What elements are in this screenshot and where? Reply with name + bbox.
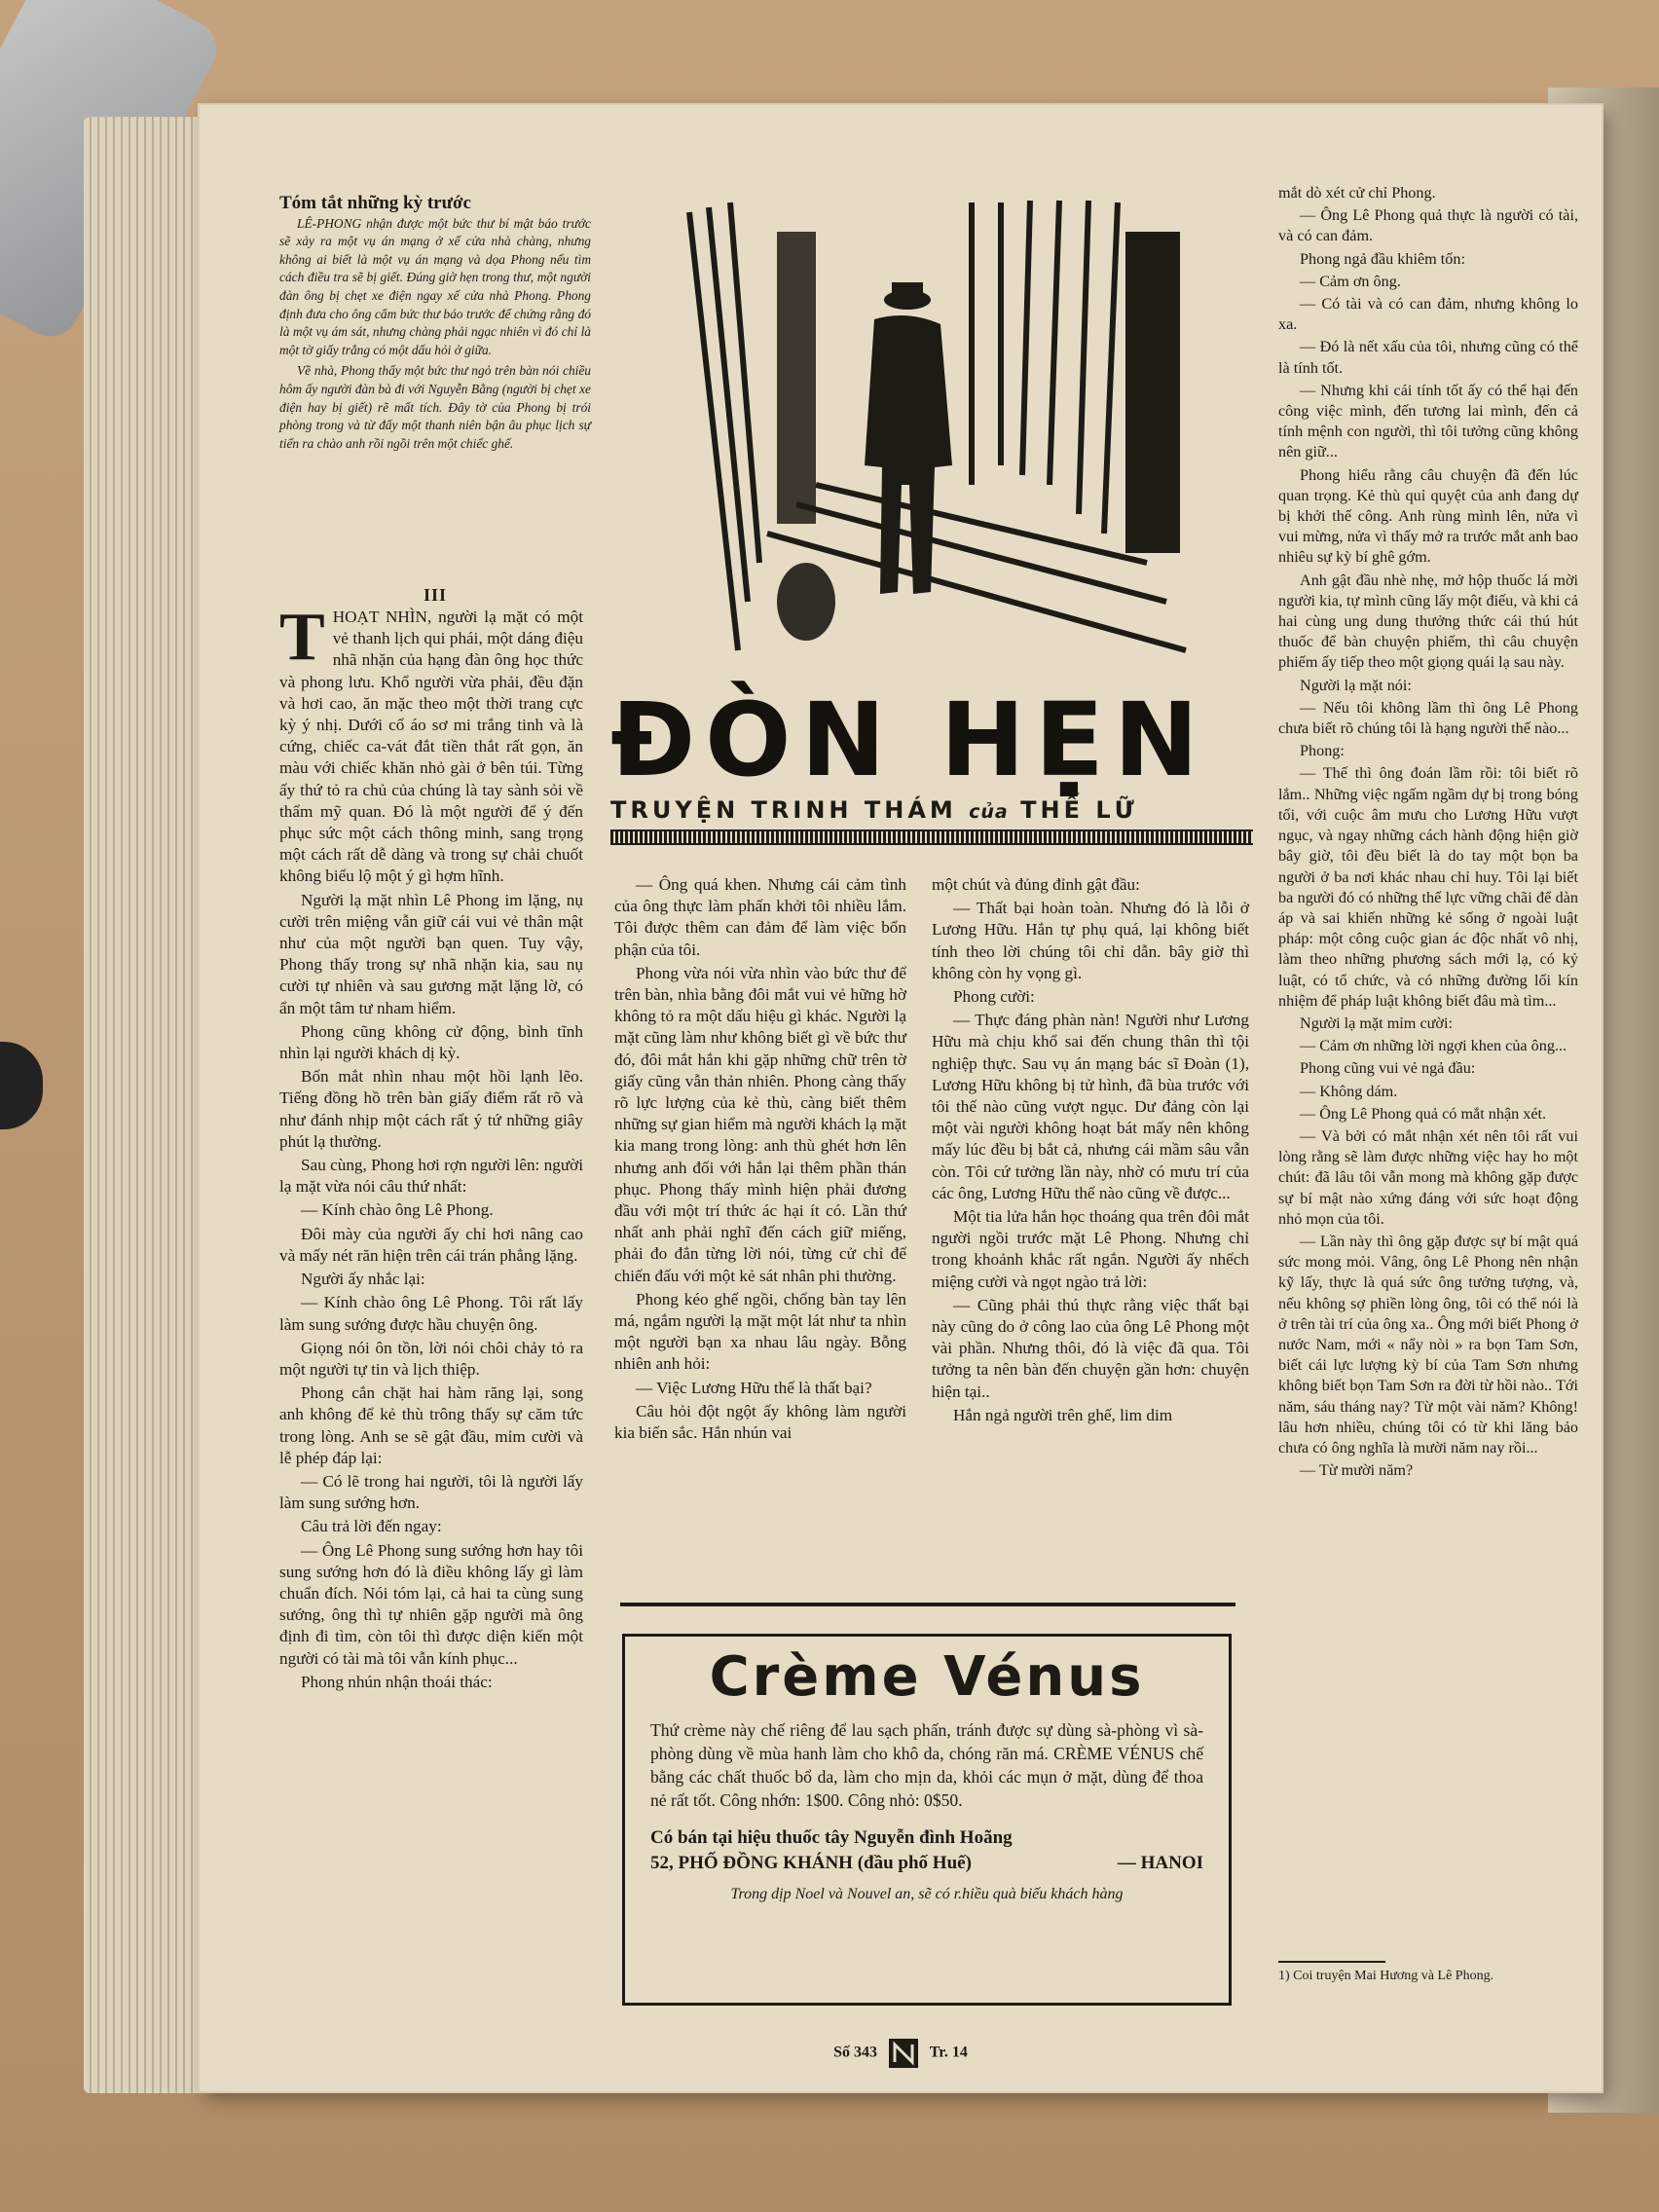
subtitle-connector: của bbox=[969, 801, 1009, 823]
paragraph: — Kính chào ông Lê Phong. bbox=[301, 1200, 494, 1220]
paragraph: Phong kéo ghế ngồi, chống bàn tay lên má, ngắm người lạ mặt một lát như ta nhìn một người bạn xa nhau lâu ngày. Bỗng nhiên anh hỏi: bbox=[614, 1289, 906, 1374]
paragraph: — Nhưng khi cái tính tốt ấy có thể hại đến công việc mình, đến tương lai mình, đến cả tính mệnh con người, thì tôi tưởng cũng không nên giữ... bbox=[1278, 381, 1578, 461]
paragraph: Người lạ mặt nhìn Lê Phong im lặng, nụ cười trên miệng vẫn giữ cái vui vẻ thân mật như của một người bạn quen. Tuy vậy, Phong thấy trong sự nhã nhặn kia, sau nụ cười tự nhiên và sau gương mặt lặng lờ, có ẩn một tâm tư nham hiểm. bbox=[279, 890, 583, 1017]
paragraph: một chút và đủng đỉnh gật đầu: bbox=[932, 875, 1140, 894]
paragraph: — Việc Lương Hữu thế là thất bại? bbox=[636, 1378, 872, 1397]
page-number: Tr. 14 bbox=[929, 2044, 968, 2061]
title-rule bbox=[610, 830, 1253, 845]
ad-dealer-city: — HANOI bbox=[1117, 1853, 1203, 1873]
subtitle-author: THẾ LỮ bbox=[1020, 796, 1138, 824]
paragraph: — Cũng phải thú thực rằng việc thất bại này cũng do ở công lao của ông Lê Phong một vài phần. Nhưng thôi, đó là việc đã qua. Tôi tưởng ta nên bàn đến chuyện gần hơn: chuyện hiện tại.. bbox=[932, 1295, 1249, 1401]
paragraph: — Lần này thì ông gặp được sự bí mật quá sức mong mỏi. Vâng, ông Lê Phong nên nhận kỹ lấy, thực là quá sức ông tưởng tượng, và, nếu không sợ phiền lòng ông, tôi có thể nói là ở trên tài trí của ông xa.. Ông mới biết Phong ở nước Nam, mới « nẩy nòi » ra bọn Tam Sơn, biết cái lực lượng kỳ bí của Tam Sơn nhưng không biết bọn Tam Sơn ra đời từ hồi nào.. Tới năm, sáu tháng nay? Từ một vài năm? Không! lâu hơn nhiều, chúng tôi có từ khi lăng bảo chưa có ông nghĩa là mười năm nay rồi... bbox=[1278, 1232, 1578, 1456]
paragraph: Sau cùng, Phong hơi rợn người lên: người lạ mặt vừa nói câu thứ nhất: bbox=[279, 1156, 583, 1197]
paragraph: — Nếu tôi không lầm thì ông Lê Phong chưa biết rõ chúng tôi là hạng người thế nào... bbox=[1278, 698, 1578, 738]
paragraph: — Kính chào ông Lê Phong. Tôi rất lấy làm sung sướng được hầu chuyện ông. bbox=[279, 1293, 583, 1334]
paragraph: Người lạ mặt mỉm cười: bbox=[1300, 1014, 1453, 1032]
column-3 bbox=[614, 874, 906, 1446]
paragraph: — Không dám. bbox=[1300, 1082, 1398, 1100]
drop-cap: T bbox=[279, 600, 325, 675]
paragraph: — Thực đáng phàn nàn! Người như Lương Hữu mà chịu khổ sai đến chung thân thì tội nghiệp thực. Sau vụ án mạng bác sĩ Đoàn (1), Lương Hữu không bị tử hình, đã bùa trước với tôi thế nào cũng vượt ngục. Dư đảng còn lại một vài người không hoạt bát mấy nên không mấy lúc đều bị bắt cả, nhưng cái mầm sâu vẫn còn. Tôi cứ tưởng lần này, nhờ có mưu trí của các ông, Lương Hữu thế nào cũng về được... bbox=[932, 1011, 1249, 1202]
magazine-logo-icon bbox=[889, 2039, 918, 2068]
advertisement-rule bbox=[620, 1603, 1235, 1606]
paragraph: Một tia lửa hắn học thoáng qua trên đôi mắt người ngồi trước mặt Lê Phong. Nhưng chỉ trong khoảnh khắc rất ngắn. Người ấy nhếch miệng cười và ngọt ngào trả lời: bbox=[932, 1207, 1249, 1291]
paragraph: Hắn ngả người trên ghế, lim dim bbox=[953, 1405, 1173, 1424]
paragraph: — Ông Lê Phong quả có mắt nhận xét. bbox=[1300, 1104, 1547, 1123]
summary-paragraph: Về nhà, Phong thấy một bức thư ngỏ trên bàn nói chiều hôm ấy người đàn bà đi với Nguyễn Bằng (người bị chẹt xe điện hay bị giết) rẽ mất tích. Đây tờ của Phong bị trói phòng trong và từ đấy một thanh niên bận âu phục lịch sự tiến ra chào anh rồi ngồi trên một chiếc ghế. bbox=[279, 363, 591, 451]
story-title-block bbox=[610, 681, 1253, 845]
ad-dealer-name: Có bán tại hiệu thuốc tây Nguyễn đình Hoãng bbox=[650, 1827, 1013, 1848]
paragraph: HOẠT NHÌN, người lạ mặt có một vẻ thanh lịch qui phái, một dáng điệu nhã nhặn của hạng đàn ông học thức và phong lưu. Khổ người vừa phải, đều đặn và hơi cao, ăn mặc theo một thời trang cực kỳ ý nhị. Dưới cổ áo sơ mi trắng tinh và là cứng, chiếc ca-vát đắt tiền thắt rất gọn, ăn màu với chiếc khăn nhỏ gài ở bên túi. Từng ấy thứ tỏ ra chủ của chúng là tay sành sỏi về thẩm mỹ quan. Đó là một người để ý đến phục sức một cách thông minh, sang trọng một cách rất dễ dàng và trong sự chải chuốt không biểu lộ một ý gì hợm hĩnh. bbox=[279, 608, 583, 886]
woodcut-illustration bbox=[680, 193, 1188, 658]
paragraph: Phong cũng không cử động, bình tĩnh nhìn lại người khách dị kỳ. bbox=[279, 1021, 583, 1063]
paragraph: — Ông Lê Phong sung sướng hơn hay tôi sung sướng hơn đó là điều không lấy gì làm chuẩn đích. Nói tóm lại, cả hai ta cùng sung sướng, ông thì tự nhiên gặp người mà ông định đi tìm, còn tôi thì được diện kiến một người có tài mà tôi vẫn kính phục... bbox=[279, 1540, 583, 1668]
page-footer bbox=[200, 2039, 1602, 2068]
paragraph: Đôi mày của người ấy chỉ hơi nâng cao và mấy nét răn hiện trên cái trán phẳng lặng. bbox=[279, 1224, 583, 1265]
ad-title: Crème Vénus bbox=[709, 1645, 1145, 1709]
ad-footer: Trong dịp Noel và Nouvel an, sẽ có r.hiều quà biếu khách hàng bbox=[730, 1886, 1124, 1902]
paragraph: — Cảm ơn những lời ngợi khen của ông... bbox=[1300, 1037, 1567, 1055]
paragraph: mắt dò xét cử chỉ Phong. bbox=[1278, 184, 1436, 202]
paragraph: Phong ngả đầu khiêm tốn: bbox=[1300, 249, 1465, 268]
chapter-number: III bbox=[423, 585, 447, 605]
column-1 bbox=[279, 600, 583, 1695]
paragraph: Giọng nói ôn tồn, lời nói chôi chảy tỏ ra một người tự tin và lịch thiệp. bbox=[279, 1338, 583, 1379]
paragraph: Phong cũng vui vẻ ngả đầu: bbox=[1300, 1059, 1476, 1078]
summary-paragraph: LÊ-PHONG nhận được một bức thư bí mật báo trước sẽ xảy ra một vụ án mạng ở xế cửa nhà chàng, nhưng không ai biết là một vụ án mạng và dọa Phong nếu tìm cách điều tra sẽ bị giết. Đúng giờ hẹn trong thư, một người đàn ông bị chẹt xe điện ngay xế cửa nhà Phong. Phong định đưa cho ông cẩm bức thư báo trước để chứng rằng đó là một vụ ám sát, nhưng chàng phải ngạc nhiên vì đó chỉ là một tờ giấy trắng có một dấu hỏi ở giữa. bbox=[279, 215, 591, 357]
paragraph: Người ấy nhắc lại: bbox=[301, 1270, 425, 1289]
paragraph: — Từ mười năm? bbox=[1300, 1461, 1414, 1480]
column-4 bbox=[932, 874, 1249, 1428]
magazine-page bbox=[200, 105, 1602, 2091]
previous-summary bbox=[279, 195, 591, 456]
paragraph: — Có tài và có can đảm, nhưng không lo xa. bbox=[1278, 295, 1578, 334]
issue-number: Số 343 bbox=[833, 2044, 878, 2061]
paragraph: Phong cười: bbox=[953, 987, 1035, 1007]
paragraph: — Thất bại hoàn toàn. Nhưng đó là lỗi ở Lương Hữu. Hắn tự phụ quá, lại không biết tính theo lời chúng tôi chỉ dẫn. bây giờ thì không còn hy vọng gì. bbox=[932, 899, 1249, 982]
paragraph: Anh gật đầu nhè nhẹ, mở hộp thuốc lá mời người kia, tự mình cũng lấy một điếu, và khi cả hai cùng ung dung thưởng thức cái thú hút thuốc để bàn chuyện phiếm, thì câu chuyện phiếm ấy tiếp theo một giọng quái lạ sau này. bbox=[1278, 571, 1578, 672]
paragraph: — Ông quá khen. Nhưng cái cảm tình của ông thực làm phấn khởi tôi nhiều lắm. Tôi được thêm can đảm để làm việc bổn phận của tôi. bbox=[614, 875, 906, 959]
footnote-rule bbox=[1278, 1961, 1385, 1963]
paragraph: Người lạ mặt nói: bbox=[1300, 676, 1412, 694]
paragraph: Câu trả lời đến ngay: bbox=[301, 1517, 442, 1536]
column-5 bbox=[1278, 183, 1578, 1483]
paragraph: — Và bởi có mắt nhận xét nên tôi rất vui lòng rằng sẽ làm được những việc hay ho một chút: đã lâu tôi vẫn mong mà không gặp được sự bí mật nào xứng đáng với sức hoạt động nhỏ mọn của tôi. bbox=[1278, 1126, 1578, 1228]
story-title: ĐÒN HẸN bbox=[610, 681, 1208, 799]
paragraph: — Có lẽ trong hai người, tôi là người lấy làm sung sướng hơn. bbox=[279, 1471, 583, 1513]
paragraph: Phong hiểu rằng câu chuyện đã đến lúc quan trọng. Kẻ thù quỉ quyệt của anh đang dự bị khởi thế công. Anh rùng mình lên, nửa vì vui mừng, nửa vì thấy mở ra trước mắt anh bao nhiêu sự kỳ bí ghê gớm. bbox=[1278, 465, 1578, 567]
paragraph: Phong nhún nhận thoái thác: bbox=[301, 1672, 493, 1691]
creme-venus-advertisement bbox=[622, 1634, 1232, 2006]
paragraph: — Ông Lê Phong quả thực là người có tài, và có can đảm. bbox=[1278, 206, 1578, 245]
summary-title: Tóm tắt những kỳ trước bbox=[279, 193, 471, 213]
paragraph: Bốn mắt nhìn nhau một hồi lạnh lẽo. Tiếng đồng hồ trên bàn giấy điểm rất rõ và như đánh nhịp một cách rất ý tứ những giây phút lạ thường. bbox=[279, 1067, 583, 1151]
ad-body: Thứ crème này chế riêng để lau sạch phấn, tránh được sự dùng sà-phòng vì sà-phòng dùng về mùa hanh làm cho khô da, chóng răn má. CRÈME VÉNUS chế bằng các chất thuốc bổ da, làm cho mịn da, khỏi các mụn ở mặt, dùng để thoa nẻ rất tốt. Công nhớn: 1$00. Công nhỏ: 0$50. bbox=[650, 1720, 1203, 1810]
story-subtitle bbox=[610, 796, 1253, 824]
paragraph: Phong vừa nói vừa nhìn vào bức thư để trên bàn, nhìa bằng đôi mắt vui vẻ hững hờ không tỏ ra một dấu hiệu gì khác. Người lạ mặt cũng làm như không biết gì về bức thư đó, đôi mắt hắn khi gặp những chữ trên tờ giấy cũng vẫn thản nhiên. Phong càng thấy rõ lực lượng của kẻ thù, càng biết thêm những sự gian hiểm mà người khách lạ mặt kia mang trong lòng: anh thù ghét hơn lên nhưng anh đối với hắn lại thêm phần thán phục. Phong thấy mình hiện phải đương đầu với một trí thức ác hại ít có. Lần thứ nhất anh phải nghĩ đến cách giữ miếng, phải đo đắn từng lời nói, từng cử chỉ để chiến đấu với một kẻ sát nhân phi thường. bbox=[614, 963, 906, 1285]
paragraph: Câu hỏi đột ngột ấy không làm người kia biến sắc. Hắn nhún vai bbox=[614, 1401, 906, 1443]
paragraph: — Thế thì ông đoán lầm rồi: tôi biết rõ lắm.. Những việc ngấm ngầm dự bị trong bóng tối, với cuộc âm mưu cho Lương Hữu vượt ngục, và ngay những cách hành động hiện giờ bây giờ, tôi đều biết là do tay một bọn ba người ở ba nơi khác nhau chỉ huy. Tôi lại biết ba người đó có những thế lực vững chãi để dàn áp và sai khiến những kẻ sống ở ngoài luật pháp: một công cuộc gian ác độc nhất vô nhị, làm theo những phương sách mới lạ, có kỷ luật, có tổ chức, và có những đường lối kín nhiệm để pháp luật không biết đâu mà tìm... bbox=[1278, 764, 1578, 1010]
ad-dealer-address: 52, PHỐ ĐỒNG KHÁNH (đầu phố Huế) bbox=[650, 1853, 972, 1873]
paragraph: Phong: bbox=[1300, 742, 1345, 760]
footnote: 1) Coi truyện Mai Hương và Lê Phong. bbox=[1278, 1969, 1494, 1983]
subtitle-genre: TRUYỆN TRINH THÁM bbox=[610, 796, 957, 824]
paragraph: — Đó là nết xấu của tôi, nhưng cũng có thể là tính tốt. bbox=[1278, 338, 1578, 377]
page-stack-edge bbox=[84, 117, 210, 2093]
paragraph: — Cảm ơn ông. bbox=[1300, 272, 1401, 290]
paragraph: Phong cắn chặt hai hàm răng lại, song anh không để kẻ thù trông thấy sự căm tức trong lòng. Anh se sẽ gật đầu, mỉm cười và lễ phép đáp lại: bbox=[279, 1383, 583, 1467]
ad-dealer bbox=[650, 1825, 1203, 1876]
